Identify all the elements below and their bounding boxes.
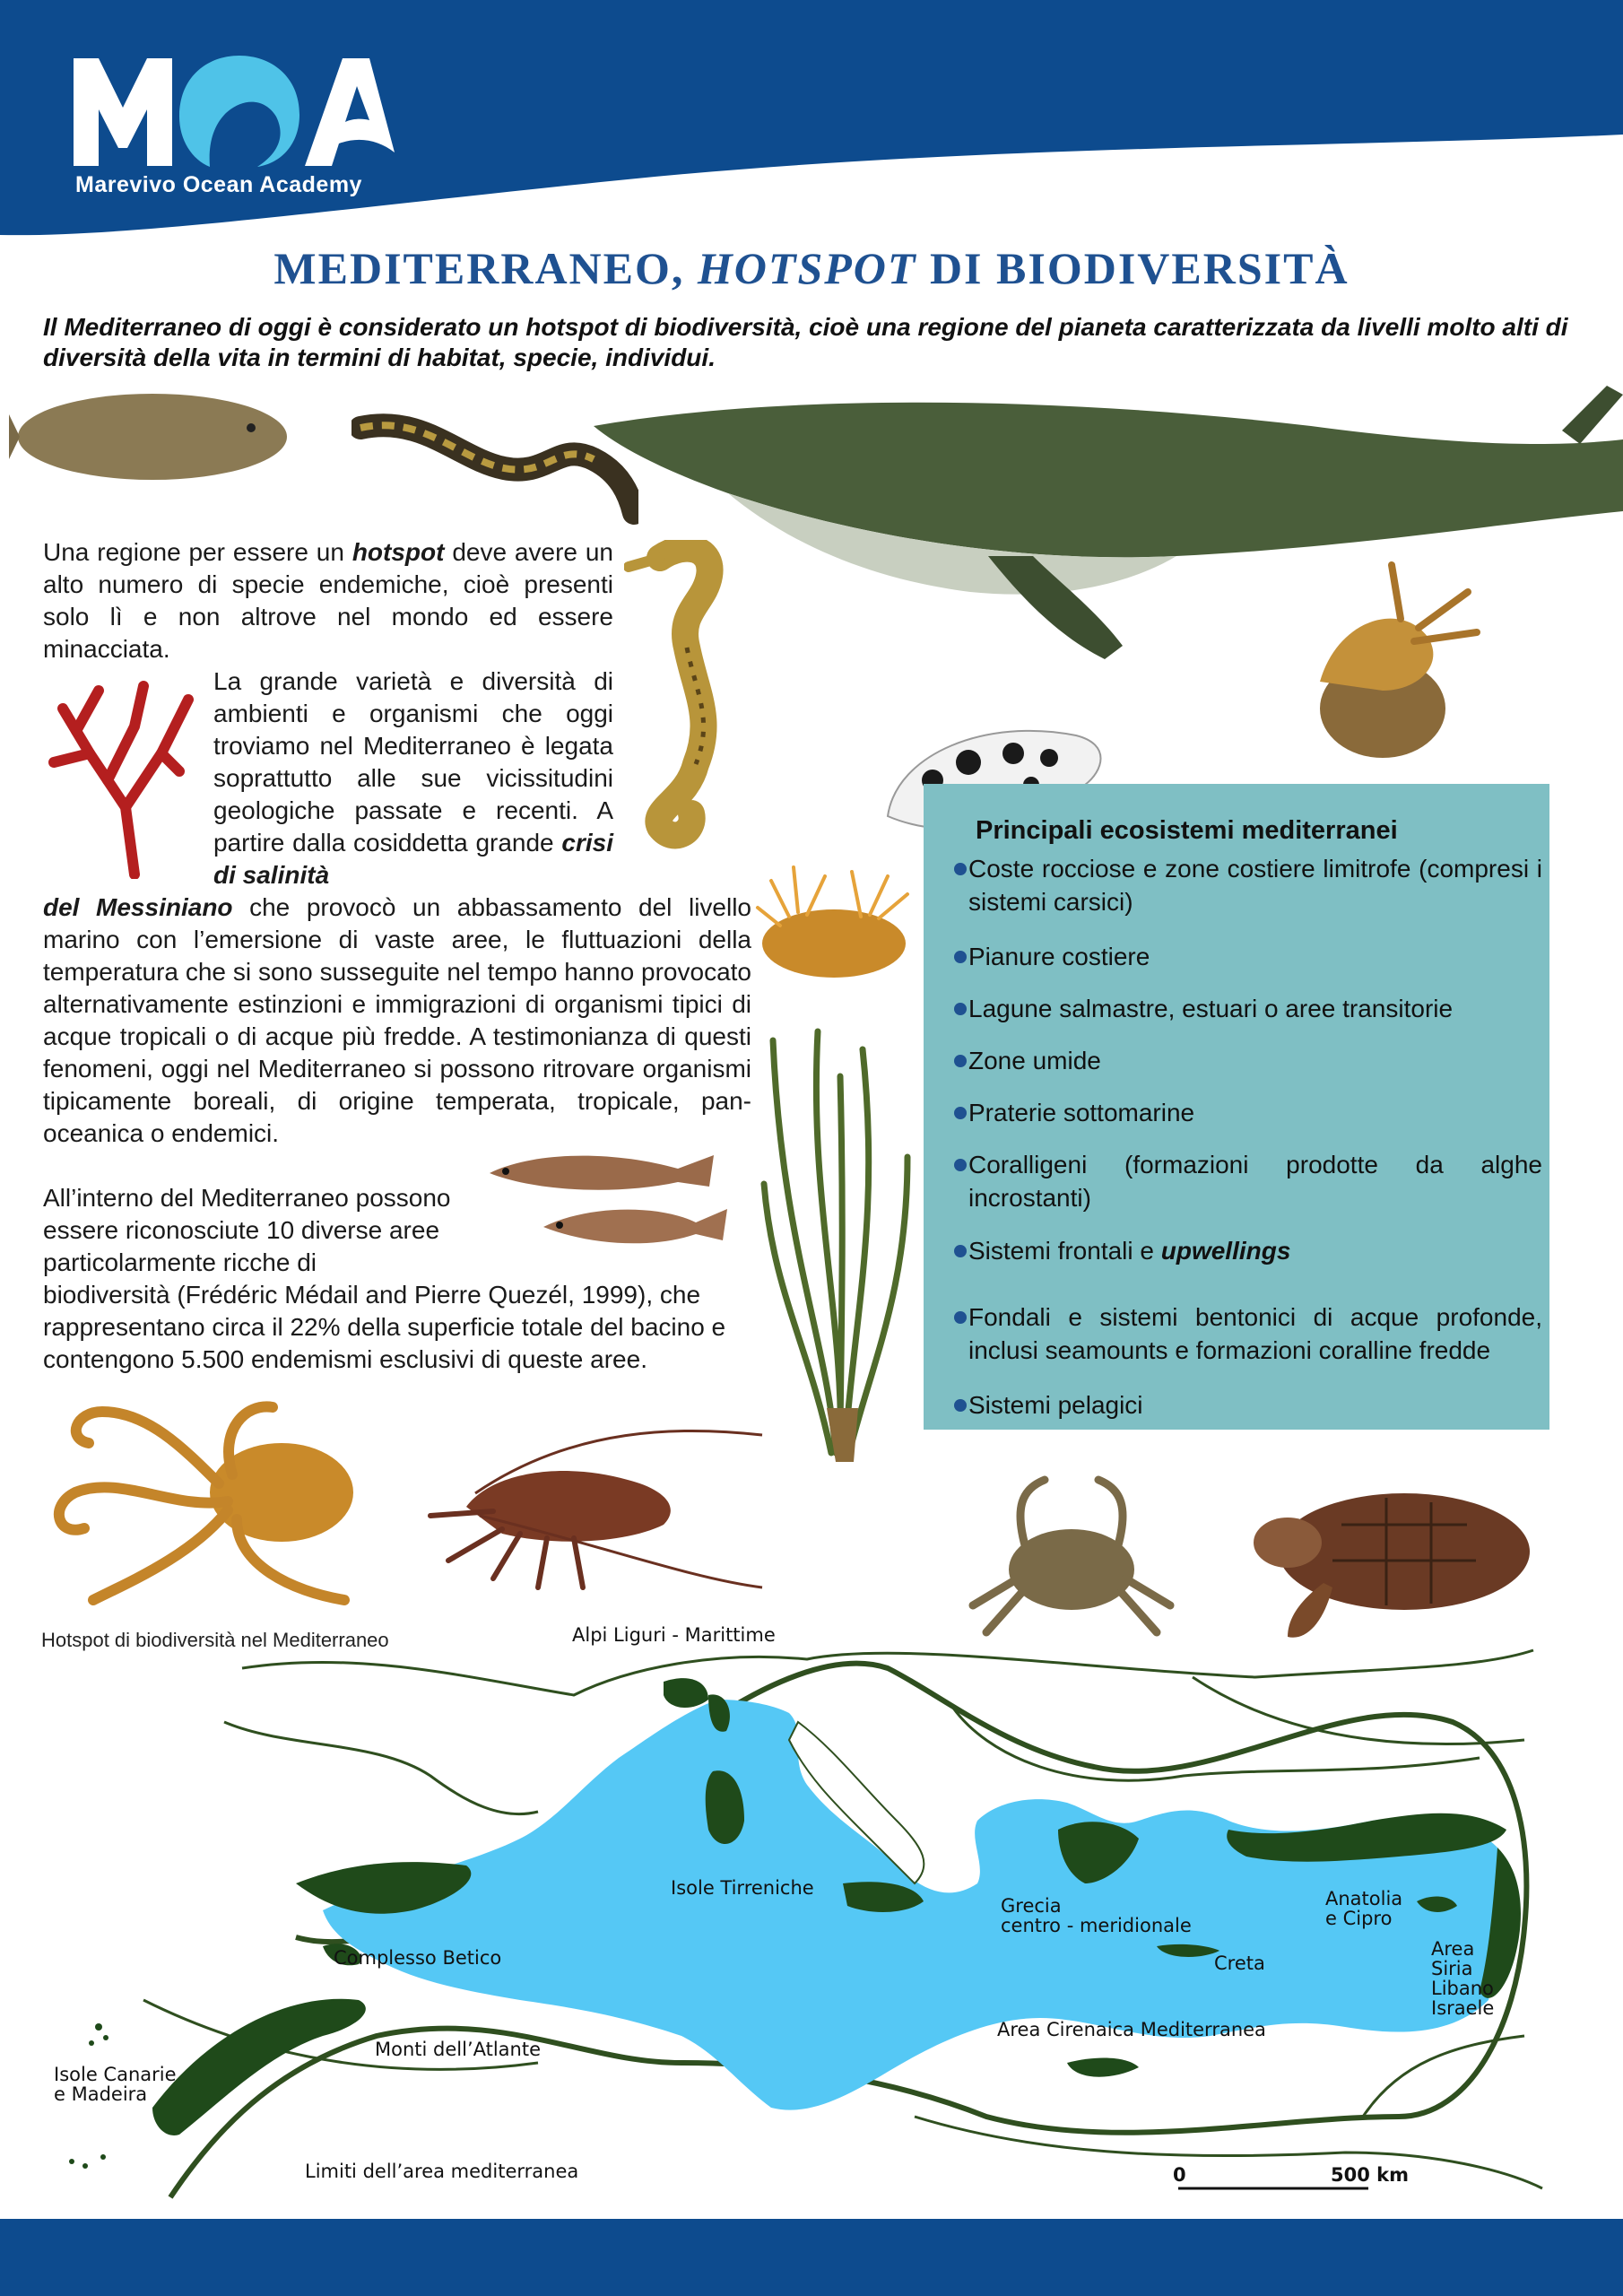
- body-paragraph-3: del Messiniano che provocò un abbassamento del livello marino con l’emersione di vaste aree, le fluttuazioni della temperatura che si sono susseguite nel tempo hanno provocato alternativamente estinzioni e immigrazioni di organismi tipici di acque tropicali o di acque più fredde. A testimonianza di questi fenomeni, oggi nel Mediterraneo si possono ritrovare organismi tipicamente boreali, di origine temperata, tropicale, pan-oceanica o endemici.: [43, 893, 752, 1147]
- body-paragraph-2: La grande varietà e diversità di ambienti e organismi che oggi troviamo nel Mediterraneo è legata soprattutto alle sue vicissitudini geologiche passate e recenti. A partire dalla cosiddetta grande crisi di salinità: [213, 667, 613, 889]
- moa-logo: [74, 54, 396, 170]
- map-label-creta: Creta: [1214, 1952, 1265, 1974]
- footer-band: [0, 2219, 1623, 2296]
- ecosystems-title: Principali ecosistemi mediterranei: [976, 816, 1398, 845]
- map-label-betico: Complesso Betico: [334, 1947, 502, 1969]
- ecosystem-item: Pianure costiere: [954, 940, 1542, 973]
- bullet-icon: [954, 1003, 967, 1015]
- seahorse-illustration: [624, 540, 750, 854]
- seagrass-illustration: [755, 1022, 916, 1462]
- map-label-tirreniche: Isole Tirreniche: [671, 1877, 814, 1899]
- map-label-cirenaica: Area Cirenaica Mediterranea: [997, 2019, 1266, 2040]
- page-title: MEDITERRANEO, HOTSPOT DI BIODIVERSITÀ: [273, 243, 1350, 293]
- bullet-icon: [954, 1399, 967, 1412]
- fish-pair-illustration: [481, 1146, 732, 1263]
- ecosystem-item: Praterie sottomarine: [954, 1096, 1542, 1129]
- anemone-illustration: [753, 854, 915, 979]
- map-label-canarie: Isole Canarie e Madeira: [54, 2064, 177, 2105]
- ecosystem-item: Lagune salmastre, estuari o aree transitorie: [954, 992, 1542, 1025]
- bullet-icon: [954, 1055, 967, 1067]
- lobster-illustration: [395, 1408, 771, 1596]
- scale-label-0: 0: [1173, 2164, 1186, 2186]
- lead-paragraph: Il Mediterraneo di oggi è considerato un hotspot di biodiversità, cioè una regione del pianeta caratterizzata da livelli molto alti di diversità della vita in termini di habitat, specie, individui.: [43, 313, 1568, 371]
- bullet-icon: [954, 1245, 967, 1257]
- hermit-crab-illustration: [1284, 556, 1490, 767]
- ecosystem-item: Coralligeni (formazioni prodotte da alghe incrostanti): [954, 1148, 1542, 1214]
- ecosystem-item: Sistemi pelagici: [954, 1388, 1542, 1422]
- bullet-icon: [954, 1107, 967, 1119]
- bullet-icon: [954, 863, 967, 875]
- octopus-illustration: [39, 1394, 380, 1618]
- map-caption: Hotspot di biodiversità nel Mediterraneo: [41, 1629, 389, 1651]
- ecosystem-item: Fondali e sistemi bentonici di acque profonde, inclusi seamounts e formazioni coralline fredde: [954, 1300, 1542, 1367]
- ecosystem-item: Sistemi frontali e upwellings: [954, 1234, 1542, 1267]
- body-paragraph-1: Una regione per essere un hotspot deve avere un alto numero di specie endemiche, cioè presenti solo lì e non altrove nel mondo ed essere minacciata.: [43, 538, 613, 663]
- bullet-icon: [954, 1159, 967, 1171]
- map-label-grecia: Grecia centro - meridionale: [1001, 1895, 1192, 1936]
- ecosystem-item: Zone umide: [954, 1044, 1542, 1077]
- map-label-alpi: Alpi Liguri - Marittime: [572, 1624, 776, 1646]
- body-paragraph-5: All’interno del Mediterraneo possono essere riconosciute 10 diverse aree particolarmente ricche di: [43, 1184, 451, 1276]
- logo-subtitle: Marevivo Ocean Academy: [75, 172, 362, 197]
- ecosystem-item: Coste rocciose e zone costiere limitrofe (compresi i sistemi carsici): [954, 852, 1542, 918]
- flatfish-illustration: [9, 387, 287, 486]
- map-label-anatolia: Anatolia e Cipro: [1325, 1888, 1403, 1929]
- body-paragraph-6: biodiversità (Frédéric Médail and Pierre Quezél, 1999), che rappresentano circa il 22% della superficie totale del bacino e contengono 5.500 endemismi esclusivi di queste aree.: [43, 1281, 726, 1373]
- scale-label-500: 500 km: [1331, 2164, 1409, 2186]
- red-coral-illustration: [36, 673, 197, 879]
- bullet-icon: [954, 1311, 967, 1324]
- map-label-limiti: Limiti dell’area mediterranea: [305, 2161, 579, 2182]
- map-label-levante: Area Siria Libano Israele: [1431, 1938, 1495, 2019]
- map-label-atlante: Monti dell’Atlante: [375, 2039, 542, 2060]
- bullet-icon: [954, 951, 967, 963]
